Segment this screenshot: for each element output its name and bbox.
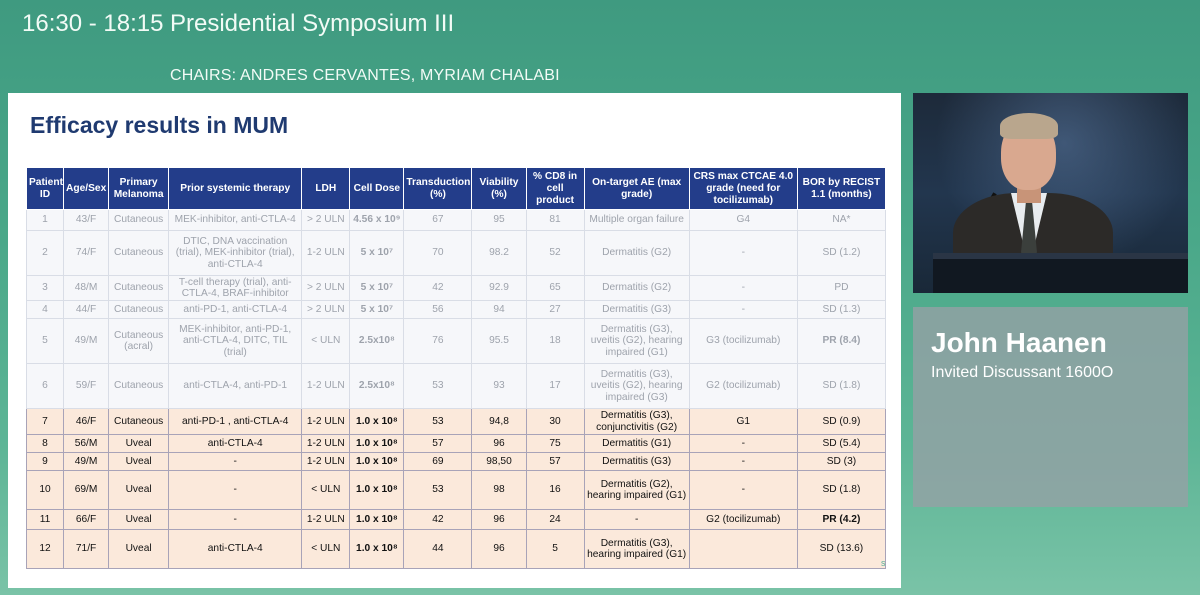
table-cell-viab: 94,8 <box>472 409 526 435</box>
table-cell-ldh: 1-2 ULN <box>302 453 350 471</box>
table-cell-ae: Dermatitis (G3), uveitis (G2), hearing impaired (G1) <box>584 319 689 364</box>
table-cell-primary: Cutaneous <box>109 409 169 435</box>
table-cell-trans: 44 <box>404 530 472 569</box>
table-cell-trans: 70 <box>404 231 472 276</box>
table-cell-primary: Uveal <box>109 453 169 471</box>
table-cell-viab: 98,50 <box>472 453 526 471</box>
table-cell-dose: 1.0 x 10⁸ <box>350 510 404 530</box>
table-cell-trans: 53 <box>404 471 472 510</box>
table-cell-ldh: < ULN <box>302 319 350 364</box>
table-cell-age: 43/F <box>64 210 109 231</box>
table-cell-viab: 98 <box>472 471 526 510</box>
presentation-slide <box>8 93 901 588</box>
column-header: LDH <box>302 168 350 210</box>
table-cell-ldh: < ULN <box>302 471 350 510</box>
table-cell-id: 12 <box>27 530 64 569</box>
column-header: BOR by RECIST 1.1 (months) <box>797 168 885 210</box>
table-cell-cd8: 57 <box>526 453 584 471</box>
table-cell-prior: MEK-inhibitor, anti-PD-1, anti-CTLA-4, DITC, TIL (trial) <box>169 319 302 364</box>
table-cell-id: 9 <box>27 453 64 471</box>
table-cell-prior: anti-CTLA-4 <box>169 530 302 569</box>
table-cell-prior: anti-PD-1 , anti-CTLA-4 <box>169 409 302 435</box>
footer-mark: s <box>881 558 886 568</box>
table-cell-crs: G1 <box>689 409 797 435</box>
table-cell-prior: - <box>169 471 302 510</box>
table-cell-age: 48/M <box>64 276 109 301</box>
table-cell-id: 8 <box>27 435 64 453</box>
table-cell-dose: 4.56 x 10⁹ <box>350 210 404 231</box>
table-cell-id: 11 <box>27 510 64 530</box>
table-cell-ldh: 1-2 ULN <box>302 409 350 435</box>
table-cell-age: 74/F <box>64 231 109 276</box>
table-cell-bor: PR (8.4) <box>797 319 885 364</box>
table-cell-ae: Dermatitis (G3) <box>584 453 689 471</box>
table-cell-viab: 96 <box>472 510 526 530</box>
table-cell-ae: Multiple organ failure <box>584 210 689 231</box>
table-cell-ae: - <box>584 510 689 530</box>
table-cell-trans: 76 <box>404 319 472 364</box>
table-row <box>27 210 886 231</box>
table-cell-prior: MEK-inhibitor, anti-CTLA-4 <box>169 210 302 231</box>
table-cell-age: 59/F <box>64 364 109 409</box>
table-cell-dose: 1.0 x 10⁸ <box>350 530 404 569</box>
table-row <box>27 231 886 276</box>
table-row <box>27 301 886 319</box>
table-cell-ldh: 1-2 ULN <box>302 364 350 409</box>
table-cell-id: 3 <box>27 276 64 301</box>
efficacy-table <box>26 167 886 569</box>
column-header: CRS max CTCAE 4.0 grade (need for tocilizumab) <box>689 168 797 210</box>
table-cell-prior: anti-CTLA-4 <box>169 435 302 453</box>
table-cell-bor: PR (4.2) <box>797 510 885 530</box>
table-cell-primary: Cutaneous <box>109 231 169 276</box>
table-cell-id: 5 <box>27 319 64 364</box>
table-cell-cd8: 81 <box>526 210 584 231</box>
table-cell-crs: G2 (tocilizumab) <box>689 510 797 530</box>
column-header: Viability (%) <box>472 168 526 210</box>
table-cell-crs: G4 <box>689 210 797 231</box>
table-cell-dose: 2.5x10⁸ <box>350 319 404 364</box>
table-cell-bor: SD (0.9) <box>797 409 885 435</box>
table-cell-crs: - <box>689 435 797 453</box>
table-cell-crs: G3 (tocilizumab) <box>689 319 797 364</box>
table-cell-viab: 96 <box>472 530 526 569</box>
table-cell-crs: - <box>689 231 797 276</box>
table-cell-cd8: 27 <box>526 301 584 319</box>
table-cell-ae: Dermatitis (G2) <box>584 231 689 276</box>
table-cell-trans: 42 <box>404 276 472 301</box>
table-cell-id: 2 <box>27 231 64 276</box>
table-cell-viab: 96 <box>472 435 526 453</box>
table-cell-cd8: 16 <box>526 471 584 510</box>
table-cell-id: 7 <box>27 409 64 435</box>
table-cell-primary: Uveal <box>109 435 169 453</box>
table-cell-dose: 1.0 x 10⁸ <box>350 435 404 453</box>
table-cell-trans: 57 <box>404 435 472 453</box>
table-cell-ldh: 1-2 ULN <box>302 435 350 453</box>
slide-title: Efficacy results in MUM <box>30 112 289 138</box>
table-cell-bor: SD (13.6) <box>797 530 885 569</box>
table-cell-ldh: > 2 ULN <box>302 276 350 301</box>
table-cell-dose: 2.5x10⁸ <box>350 364 404 409</box>
table-cell-prior: - <box>169 510 302 530</box>
table-header-row <box>27 168 886 210</box>
table-cell-cd8: 18 <box>526 319 584 364</box>
table-cell-trans: 56 <box>404 301 472 319</box>
table-cell-primary: Cutaneous <box>109 210 169 231</box>
table-cell-trans: 42 <box>404 510 472 530</box>
table-cell-viab: 94 <box>472 301 526 319</box>
table-cell-dose: 1.0 x 10⁸ <box>350 453 404 471</box>
table-cell-age: 71/F <box>64 530 109 569</box>
table-cell-viab: 92.9 <box>472 276 526 301</box>
session-chairs: CHAIRS: ANDRES CERVANTES, MYRIAM CHALABI <box>170 67 560 84</box>
table-cell-dose: 5 x 10⁷ <box>350 276 404 301</box>
table-cell-primary: Cutaneous (acral) <box>109 319 169 364</box>
table-cell-crs: G2 (tocilizumab) <box>689 364 797 409</box>
table-cell-trans: 53 <box>404 409 472 435</box>
table-cell-cd8: 52 <box>526 231 584 276</box>
table-row <box>27 409 886 435</box>
podium <box>933 253 1188 293</box>
table-cell-crs: - <box>689 471 797 510</box>
table-cell-primary: Uveal <box>109 510 169 530</box>
table-cell-prior: anti-PD-1, anti-CTLA-4 <box>169 301 302 319</box>
table-cell-bor: NA* <box>797 210 885 231</box>
table-cell-prior: - <box>169 453 302 471</box>
table-cell-ldh: 1-2 ULN <box>302 510 350 530</box>
table-cell-primary: Uveal <box>109 530 169 569</box>
table-cell-age: 49/M <box>64 453 109 471</box>
table-body <box>27 210 886 569</box>
table-cell-bor: SD (1.3) <box>797 301 885 319</box>
speaker-name: John Haanen <box>931 327 1107 358</box>
table-cell-dose: 1.0 x 10⁸ <box>350 409 404 435</box>
table-cell-prior: T-cell therapy (trial), anti-CTLA-4, BRAF-inhibitor <box>169 276 302 301</box>
session-title: Presidential Symposium III <box>170 10 455 37</box>
table-cell-cd8: 75 <box>526 435 584 453</box>
table-cell-age: 46/F <box>64 409 109 435</box>
table-cell-prior: anti-CTLA-4, anti-PD-1 <box>169 364 302 409</box>
table-cell-primary: Cutaneous <box>109 301 169 319</box>
table-cell-ae: Dermatitis (G1) <box>584 435 689 453</box>
table-cell-trans: 69 <box>404 453 472 471</box>
table-cell-dose: 5 x 10⁷ <box>350 301 404 319</box>
speaker-video <box>913 93 1188 293</box>
table-cell-crs: - <box>689 453 797 471</box>
table-cell-viab: 93 <box>472 364 526 409</box>
table-row <box>27 435 886 453</box>
table-cell-trans: 67 <box>404 210 472 231</box>
table-row <box>27 530 886 569</box>
table-cell-cd8: 5 <box>526 530 584 569</box>
table-cell-cd8: 30 <box>526 409 584 435</box>
table-cell-primary: Uveal <box>109 471 169 510</box>
table-row <box>27 453 886 471</box>
table-cell-age: 56/M <box>64 435 109 453</box>
table-cell-id: 6 <box>27 364 64 409</box>
column-header: Primary Melanoma <box>109 168 169 210</box>
table-cell-id: 1 <box>27 210 64 231</box>
table-cell-age: 44/F <box>64 301 109 319</box>
table-cell-ae: Dermatitis (G2) <box>584 276 689 301</box>
table-cell-cd8: 24 <box>526 510 584 530</box>
table-cell-bor: SD (1.2) <box>797 231 885 276</box>
table-cell-cd8: 17 <box>526 364 584 409</box>
table-cell-primary: Cutaneous <box>109 364 169 409</box>
table-cell-ae: Dermatitis (G3) <box>584 301 689 319</box>
table-cell-bor: SD (3) <box>797 453 885 471</box>
table-cell-id: 10 <box>27 471 64 510</box>
table-cell-id: 4 <box>27 301 64 319</box>
column-header: Transduction (%) <box>404 168 472 210</box>
table-cell-viab: 95.5 <box>472 319 526 364</box>
table-cell-age: 69/M <box>64 471 109 510</box>
table-cell-bor: SD (5.4) <box>797 435 885 453</box>
table-cell-crs <box>689 530 797 569</box>
table-cell-ldh: > 2 ULN <box>302 210 350 231</box>
table-cell-dose: 1.0 x 10⁸ <box>350 471 404 510</box>
table-cell-age: 66/F <box>64 510 109 530</box>
column-header: On-target AE (max grade) <box>584 168 689 210</box>
table-cell-primary: Cutaneous <box>109 276 169 301</box>
table-cell-cd8: 65 <box>526 276 584 301</box>
column-header: % CD8 in cell product <box>526 168 584 210</box>
column-header: Patient ID <box>27 168 64 210</box>
podium-edge <box>933 253 1188 259</box>
table-row <box>27 276 886 301</box>
table-cell-ae: Dermatitis (G3), hearing impaired (G1) <box>584 530 689 569</box>
table-cell-ae: Dermatitis (G2), hearing impaired (G1) <box>584 471 689 510</box>
speaker-hair <box>1000 113 1058 139</box>
table-cell-bor: PD <box>797 276 885 301</box>
table-row <box>27 364 886 409</box>
table-cell-dose: 5 x 10⁷ <box>350 231 404 276</box>
column-header: Prior systemic therapy <box>169 168 302 210</box>
table-row <box>27 510 886 530</box>
column-header: Age/Sex <box>64 168 109 210</box>
table-cell-ldh: < ULN <box>302 530 350 569</box>
table-cell-ldh: 1-2 ULN <box>302 231 350 276</box>
table-cell-ae: Dermatitis (G3), uveitis (G2), hearing impaired (G3) <box>584 364 689 409</box>
speaker-card <box>913 307 1188 507</box>
table-row <box>27 319 886 364</box>
table-cell-age: 49/M <box>64 319 109 364</box>
table-cell-crs: - <box>689 276 797 301</box>
table-cell-crs: - <box>689 301 797 319</box>
column-header: Cell Dose <box>350 168 404 210</box>
table-row <box>27 471 886 510</box>
table-cell-ldh: > 2 ULN <box>302 301 350 319</box>
table-cell-prior: DTIC, DNA vaccination (trial), MEK-inhibitor (trial), anti-CTLA-4 <box>169 231 302 276</box>
speaker-role: Invited Discussant 1600O <box>931 364 1114 381</box>
session-time: 16:30 - 18:15 <box>22 10 164 37</box>
table-cell-bor: SD (1.8) <box>797 364 885 409</box>
table-cell-bor: SD (1.8) <box>797 471 885 510</box>
table-cell-viab: 98.2 <box>472 231 526 276</box>
table-cell-ae: Dermatitis (G3), conjunctivitis (G2) <box>584 409 689 435</box>
table-cell-trans: 53 <box>404 364 472 409</box>
table-cell-viab: 95 <box>472 210 526 231</box>
session-header <box>0 0 1200 92</box>
